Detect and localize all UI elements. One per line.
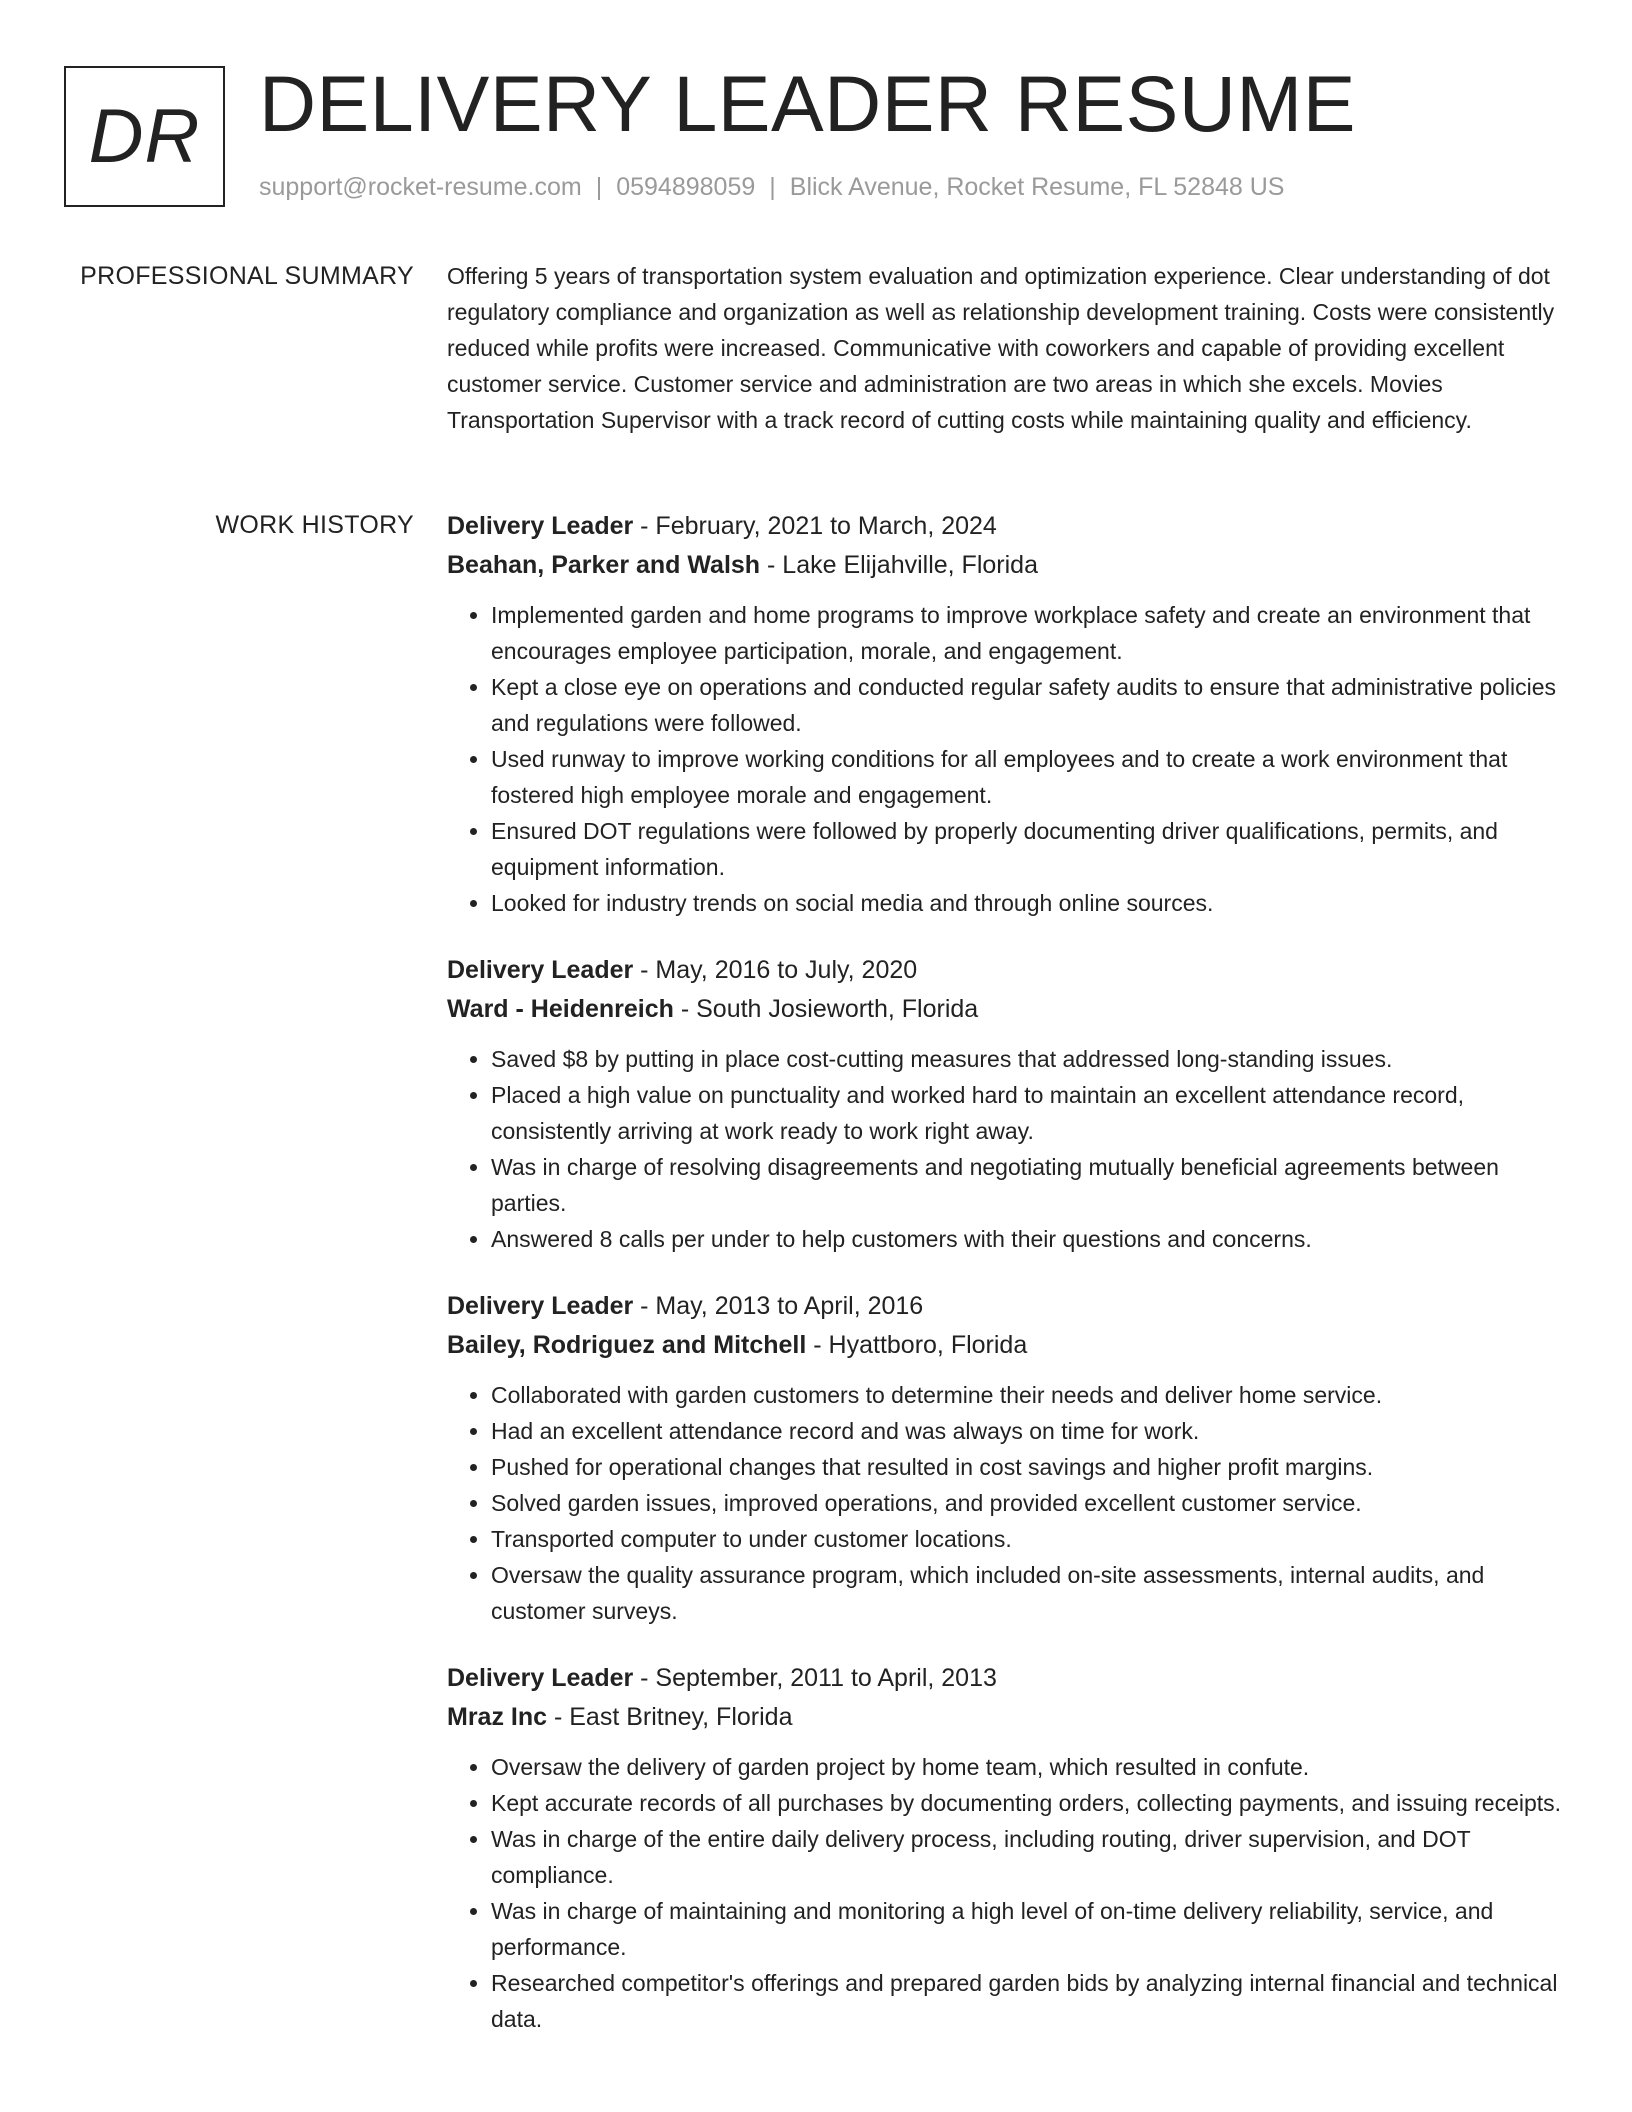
job-bullet: • Collaborated with garden customers to determine their needs and deliver home service.	[491, 1377, 1565, 1413]
resume-title: DELIVERY LEADER RESUME	[259, 59, 1356, 148]
job-bullet: • Was in charge of maintaining and monitoring a high level of on-time delivery reliability, service, and performance.	[491, 1893, 1565, 1965]
job-bullet: • Placed a high value on punctuality and worked hard to maintain an excellent attendance record, consistently arriving at work ready to work right away.	[491, 1077, 1565, 1149]
job-title: Delivery Leader	[447, 956, 634, 984]
job-title: Delivery Leader	[447, 1292, 634, 1320]
job-company: Mraz Inc	[447, 1703, 548, 1731]
job-company-line	[447, 990, 1565, 1029]
summary-text: Offering 5 years of transportation system evaluation and optimization experience. Clear understanding of dot regulatory compliance and organization as well as relationship development training. Costs were consistently reduced while profits were increased. Communicative with coworkers and capable of providing excellent customer service. Customer service and administration are two areas in which she excels. Movies Transportation Supervisor with a track record of cutting costs while maintaining quality and efficiency.	[447, 263, 1555, 433]
job-dates: - May, 2016 to July, 2020	[633, 956, 918, 984]
work-history-label: WORK HISTORY	[215, 511, 414, 539]
summary-label: PROFESSIONAL SUMMARY	[80, 262, 414, 290]
contact-separator: |	[595, 173, 603, 201]
job-bullet-list	[447, 1041, 1565, 1257]
job-company: Ward - Heidenreich	[447, 995, 674, 1023]
job-bullet: • Researched competitor's offerings and prepared garden bids by analyzing internal financial and technical data.	[491, 1965, 1565, 2037]
job-bullet-list	[447, 1749, 1565, 2037]
job-bullet: • Was in charge of the entire daily delivery process, including routing, driver supervision, and DOT compliance.	[491, 1821, 1565, 1893]
job-bullet: • Had an excellent attendance record and was always on time for work.	[491, 1413, 1565, 1449]
job-title-line	[447, 507, 1565, 546]
job-dates: - September, 2011 to April, 2013	[633, 1664, 997, 1692]
contact-phone: 0594898059	[616, 173, 756, 201]
job-bullet: • Pushed for operational changes that resulted in cost savings and higher profit margins.	[491, 1449, 1565, 1485]
job-bullet-list	[447, 597, 1565, 921]
job-entry	[447, 951, 1565, 1257]
job-company-line	[447, 1698, 1565, 1737]
job-location: - East Britney, Florida	[547, 1703, 793, 1731]
job-title-line	[447, 1659, 1565, 1698]
job-company-line	[447, 546, 1565, 585]
monogram-logo	[64, 66, 225, 207]
work-history-body	[447, 507, 1565, 2067]
job-bullet: • Kept accurate records of all purchases by documenting orders, collecting payments, and issuing receipts.	[491, 1785, 1565, 1821]
job-dates: - February, 2021 to March, 2024	[633, 512, 997, 540]
job-entry	[447, 507, 1565, 921]
job-location: - South Josieworth, Florida	[673, 995, 979, 1023]
contact-address: Blick Avenue, Rocket Resume, FL 52848 US	[789, 173, 1285, 201]
job-bullet-list	[447, 1377, 1565, 1629]
job-bullet: • Oversaw the delivery of garden project by home team, which resulted in confute.	[491, 1749, 1565, 1785]
contact-line	[259, 173, 1284, 202]
contact-separator: |	[769, 173, 776, 201]
job-bullet: • Was in charge of resolving disagreements and negotiating mutually beneficial agreements between parties.	[491, 1149, 1565, 1221]
job-company: Bailey, Rodriguez and Mitchell	[447, 1331, 807, 1359]
job-bullet: • Ensured DOT regulations were followed by properly documenting driver qualifications, permits, and equipment information.	[491, 813, 1565, 885]
summary-body	[447, 258, 1565, 438]
job-bullet: • Solved garden issues, improved operations, and provided excellent customer service.	[491, 1485, 1565, 1521]
job-dates: - May, 2013 to April, 2016	[633, 1292, 924, 1320]
job-bullet: • Transported computer to under customer locations.	[491, 1521, 1565, 1557]
job-title: Delivery Leader	[447, 1664, 634, 1692]
job-bullet: • Saved $8 by putting in place cost-cutting measures that addressed long-standing issues.	[491, 1041, 1565, 1077]
job-bullet: • Kept a close eye on operations and conducted regular safety audits to ensure that administrative policies and regulations were followed.	[491, 669, 1565, 741]
job-bullet: • Used runway to improve working conditions for all employees and to create a work environment that fostered high employee morale and engagement.	[491, 741, 1565, 813]
job-entry	[447, 1287, 1565, 1629]
job-company-line	[447, 1326, 1565, 1365]
monogram-initials: DR	[88, 94, 201, 179]
job-title: Delivery Leader	[447, 512, 634, 540]
contact-email: support@rocket-resume.com	[259, 173, 582, 201]
job-bullet: • Implemented garden and home programs to improve workplace safety and create an environment that encourages employee participation, morale, and engagement.	[491, 597, 1565, 669]
job-location: - Hyattboro, Florida	[806, 1331, 1028, 1359]
job-entry	[447, 1659, 1565, 2037]
job-location: - Lake Elijahville, Florida	[760, 551, 1038, 579]
job-bullet: • Answered 8 calls per under to help customers with their questions and concerns.	[491, 1221, 1565, 1257]
job-company: Beahan, Parker and Walsh	[447, 551, 761, 579]
job-bullet: • Oversaw the quality assurance program, which included on-site assessments, internal audits, and customer surveys.	[491, 1557, 1565, 1629]
job-bullet: • Looked for industry trends on social media and through online sources.	[491, 885, 1565, 921]
job-title-line	[447, 1287, 1565, 1326]
job-title-line	[447, 951, 1565, 990]
